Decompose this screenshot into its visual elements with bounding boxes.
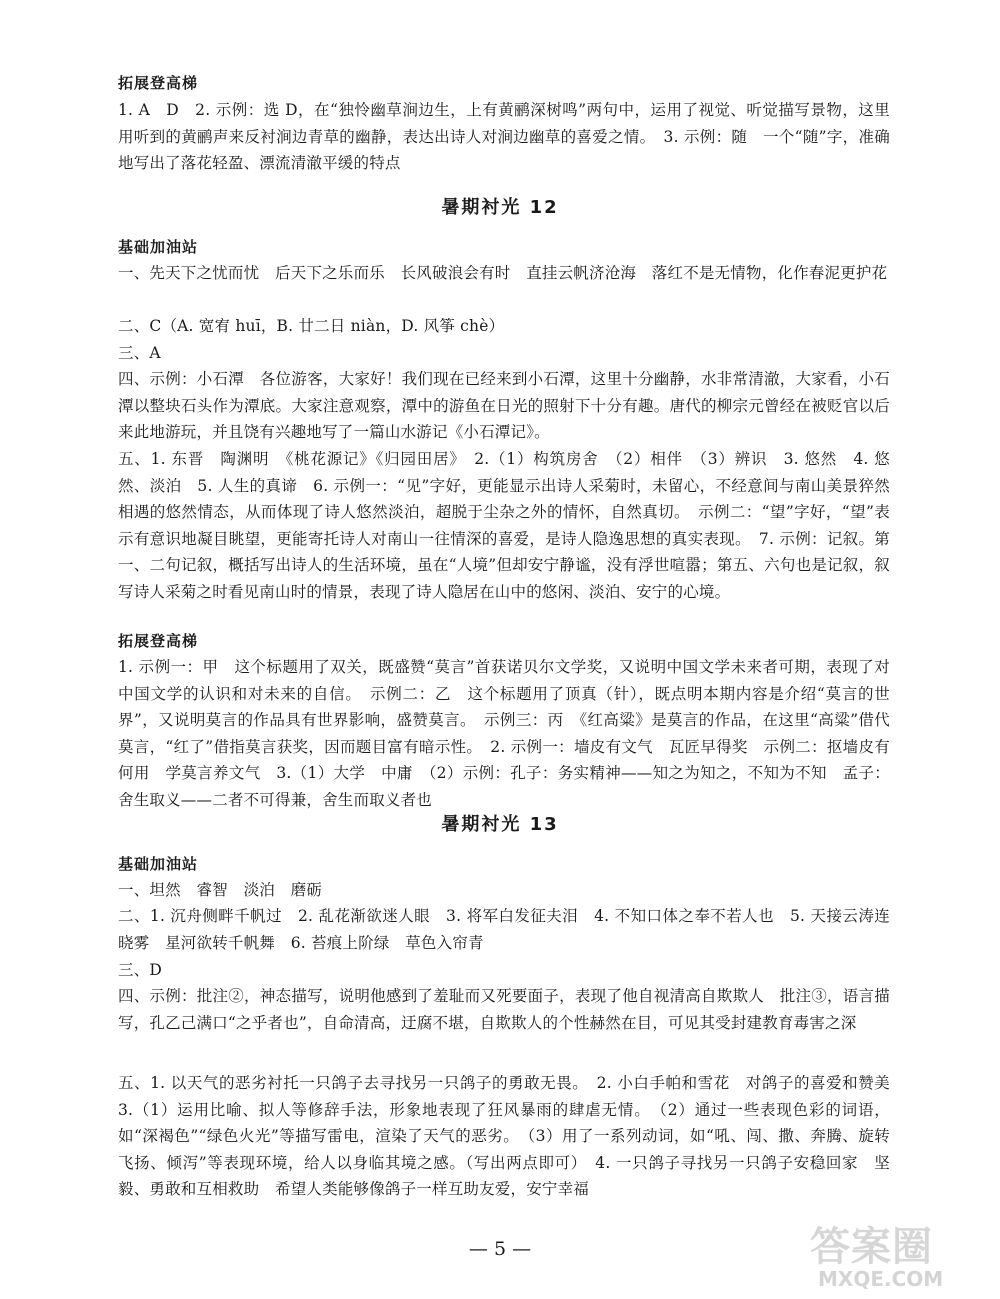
answer-paragraph: 一、坦然 睿智 淡泊 磨砺 [118,881,323,899]
section-heading-basic: 基础加油站 [118,238,199,256]
section-heading-extension: 拓展登高梯 [118,74,199,92]
answer-paragraph: 一、先天下之忧而忧 后天下之乐而乐 长风破浪会有时 直挂云帆济沧海 落红不是无情物，化作春泥更护花 [118,264,888,282]
answer-paragraph: 三、D [118,961,163,979]
watermark-logo: 答案圈 [810,1224,933,1270]
answer-paragraph: 五、1. 以天气的恶劣衬托一只鸽子去寻找另一只鸽子的勇敢无畏。 2. 小白手帕和雪花 对鸽子的喜爱和赞美 3.（1）运用比喻、拟人等修辞手法，形象地表现了狂风暴雨的肆虐无情。 （2）通过一些表现色彩的词语，如“深褐色”“绿色火光”等描写雷电，渲染了天气的恶劣。 （3）用了一系列动词，如“吼、闯、撒、奔腾、旋转飞扬、倾泻”等表现环境，给人以身临其境之感。（写出两点即可） 4. 一只鸽子寻找另一只鸽子安稳回家 坚毅、勇敢和互相救助 希望人类能够像鸽子一样互助友爱，安宁幸福 [118,1074,906,1198]
section-title-12: 暑期衬光 12 [441,197,559,218]
answer-paragraph: 四、示例：小石潭 各位游客，大家好！我们现在已经来到小石潭，这里十分幽静，水非常清澈，大家看，小石潭以整块石头作为潭底。大家注意观察，潭中的游鱼在日光的照射下十分有趣。唐代的柳宗元曾经在被贬官以后来此地游玩，并且饶有兴趣地写了一篇山水游记《小石潭记》。 [118,370,890,441]
answer-paragraph: 四、示例：批注②，神态描写，说明他感到了羞耻而又死要面子，表现了他自视清高自欺欺人 批注③，语言描写，孔乙己满口“之乎者也”，自命清高，迂腐不堪，自欺欺人的个性赫然在目，可见其受封建教育毒害之深 [118,987,890,1032]
answer-paragraph: 1. A D 2. 示例：选 D，在“独怜幽草涧边生，上有黄鹂深树鸣”两句中，运用了视觉、听觉描写景物，这里用听到的黄鹂声来反衬涧边青草的幽静，表达出诗人对涧边幽草的喜爱之情。 3. 示例：随 一个“随”字，准确地写出了落花轻盈、漂流清澈平缓的特点 [118,101,890,172]
answer-paragraph: 五、1. 东晋 陶渊明 《桃花源记》《归园田居》 2.（1）构筑房舍 （2）相伴 （3）辨识 3. 悠然 4. 悠然、淡泊 5. 人生的真谛 6. 示例一：“见”字好，更能显示出诗人采菊时，未留心，不经意间与南山美景猝然相遇的悠然情态，从而体现了诗人悠然淡泊，超脱于尘杂之外的情怀，自然真切。 示例二：“望”字好，“望”表示有意识地凝目眺望，更能寄托诗人对南山一往情深的喜爱，是诗人隐逸思想的真实表现。 7. 示例：记叙。第一、二句记叙，概括写出诗人的生活环境，虽在“人境”但却安宁静谧，没有浮世喧嚣；第五、六句也是记叙，叙写诗人采菊之时看见南山时的情景，表现了诗人隐居在山中的悠闲、淡泊、安宁的心境。 [118,450,890,601]
section-title-13: 暑期衬光 13 [441,814,559,835]
section-heading-extension: 拓展登高梯 [118,632,199,650]
watermark [800,1215,990,1295]
page-number: — 5 — [468,1238,532,1260]
answer-paragraph: 三、A [118,344,161,362]
answer-paragraph: 1. 示例一：甲 这个标题用了双关，既盛赞“莫言”首获诺贝尔文学奖，又说明中国文学未来者可期，表现了对中国文学的认识和对未来的自信。 示例二：乙 这个标题用了顶真（针），既点明本期内容是介绍“莫言的世界”，又说明莫言的作品具有世界影响，盛赞莫言。 示例三：丙 《红高粱》是莫言的作品，在这里“高粱”借代莫言，“红了”借指莫言获奖，因而题目富有暗示性。 2. 示例一：墙皮有文气 瓦匠早得奖 示例二：抠墙皮有何用 学莫言养文气 3.（1）大学 中庸 （2）示例：孔子：务实精神——知之为知之，不知为不知 孟子：舍生取义——二者不可得兼，舍生而取义者也 [118,658,890,809]
section-heading-basic: 基础加油站 [118,855,199,873]
watermark-url: MXQE.COM [818,1267,944,1291]
answer-paragraph: 二、1. 沉舟侧畔千帆过 2. 乱花渐欲迷人眼 3. 将军白发征夫泪 4. 不知口体之奉不若人也 5. 天接云涛连晓雾 星河欲转千帆舞 6. 苔痕上阶绿 草色入帘青 [118,907,890,952]
answer-paragraph: 二、C（A. 宽宥 huī，B. 廿二日 niàn，D. 风筝 chè） [118,317,505,335]
